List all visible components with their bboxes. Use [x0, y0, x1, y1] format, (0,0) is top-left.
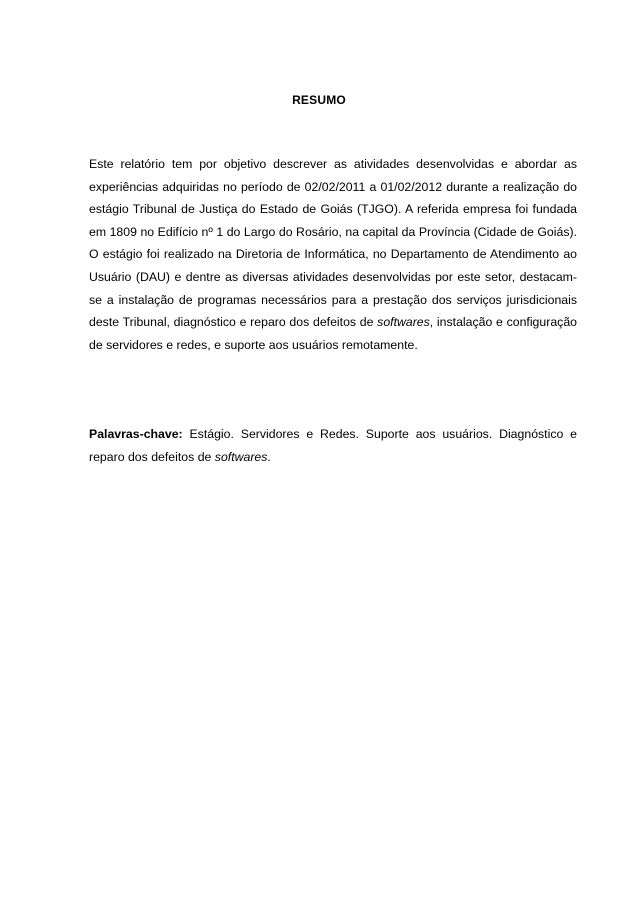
- abstract-text-part1: Este relatório tem por objetivo descrever as atividades desenvolvidas e abordar as experiências adquiridas no período de 02/02/2011 a 01/02/2012 durante a realização do estágio Tribunal de Justiça do Estado de Goiás (TJGO). A referida empresa foi fundada em 1809 no Edifício nº 1 do Largo do Rosário, na capital da Província (Cidade de Goiás). O estágio foi realizado na Diretoria de Informática, no Departamento de Atendimento ao Usuário (DAU) e dentre as diversas atividades desenvolvidas por este setor, destacam-se a instalação de programas necessários para a prestação dos serviços jurisdicionais deste Tribunal, diagnóstico e reparo dos defeitos de: [89, 157, 577, 330]
- keywords-end: .: [267, 449, 271, 464]
- page-title: RESUMO: [292, 93, 346, 107]
- abstract-italic-term: softwares: [377, 315, 430, 330]
- keywords-paragraph: [89, 423, 577, 468]
- keywords-italic-term: softwares: [214, 449, 268, 464]
- abstract-paragraph: [89, 153, 577, 356]
- keywords-label: Palavras-chave:: [89, 427, 183, 441]
- keywords-text: Estágio. Servidores e Redes. Suporte aos usuários. Diagnóstico e reparo dos defeitos de: [89, 427, 577, 464]
- abstract-text-part2: , instalação e configuração de servidores e redes, e suporte aos usuários remotamente.: [89, 315, 577, 352]
